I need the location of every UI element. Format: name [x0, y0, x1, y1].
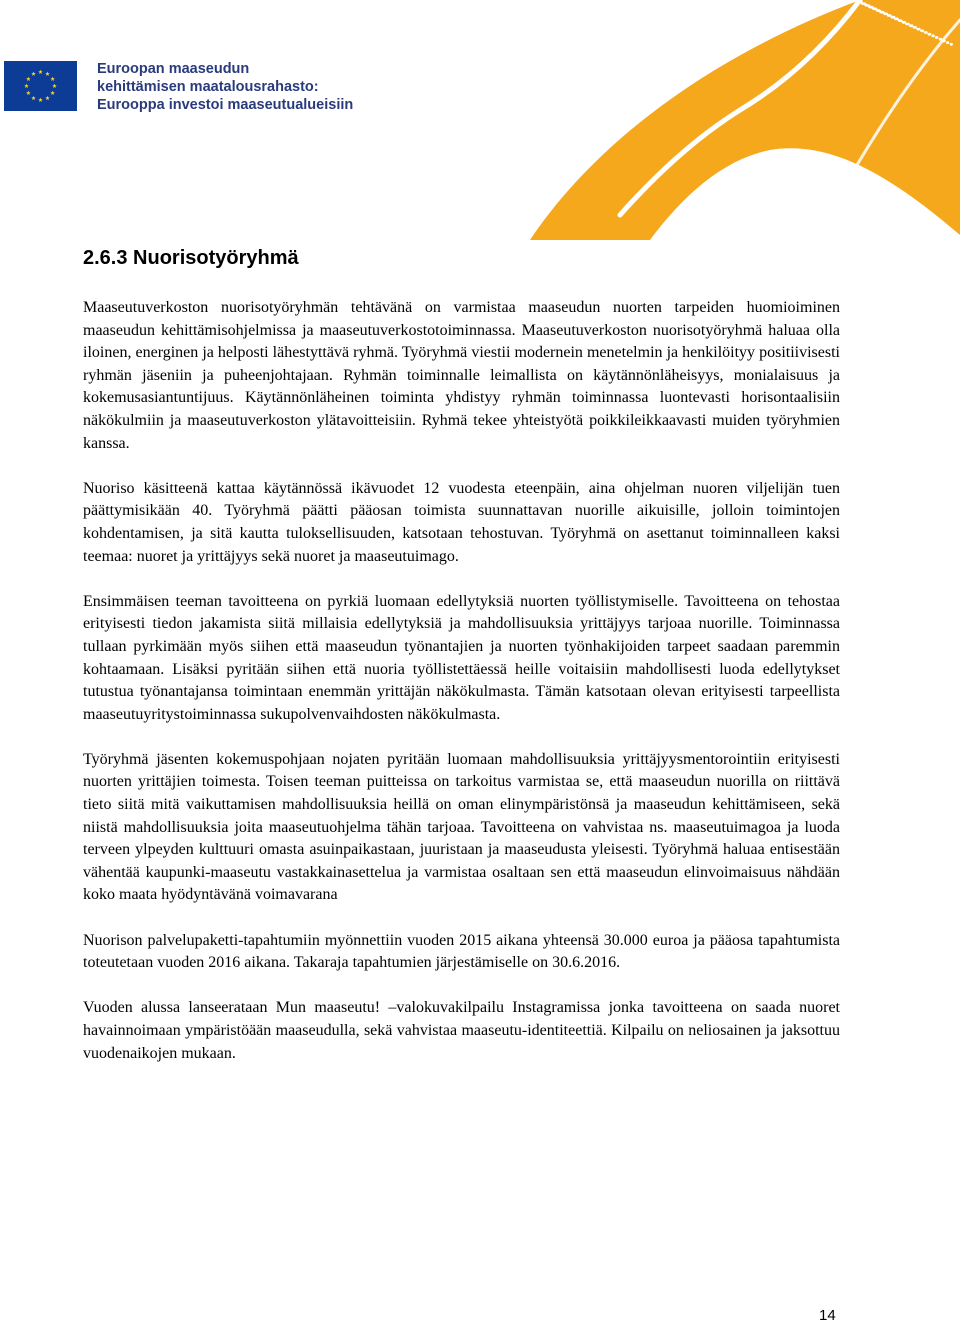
funding-line: Eurooppa investoi maaseutualueisiin [97, 97, 354, 113]
wheat-grain-icon [939, 38, 942, 41]
wheat-grain-icon [928, 33, 932, 36]
paragraph: Ensimmäisen teeman tavoitteena on pyrkiä luomaan edellytyksiä nuorten työllistymiselle. Tavoitteena on tehostaa erityisesti tiedon jakamista siitä millaisia edellytyksiä ja mahdollisuuksia yrittäjyys tarjoaa nuorille. Toiminnassa tullaan pyrkimään myös siihen että maaseudun työnantajien ja nuorten työnhakijoiden tarpeet saadaan paremmin kohtaamaan. Lisäksi pyritään siihen että nuoria työllistettäessä heille voitaisiin mahdollisesti luoda edellytykset tutustua työnantajansa toimintaan enemmän yrittäjän näkökulmasta. Tämän katsotaan olevan erityisesti tarpeellista maaseutuyritystoiminnassa sukupolvenvaihdosten näkökulmasta. [83, 592, 840, 723]
paragraph: Työryhmä jäsenten kokemuspohjaan nojaten pyritään luomaan mahdollisuuksia yrittäjyysmentorointiin erityisesti nuorten yrittäjien toimesta. Toisen teeman puitteissa on tarkoitus varmistaa se, että maaseudun nuorilla on riittävä tieto siitä mitä vaikuttamisen mahdollisuuksia heillä on oman elinympäristönsä ja maaseudun kehittämiseen, sekä niistä mahdollisuuksia joita maaseutuohjelma tähän tarjoaa. Tavoitteena on vahvistaa ns. maaseutuimagoa ja luoda terveen ylpeyden kulttuuri omasta asuinpaikastaan, juuristaan ja maaseudusta yleisesti. Työryhmä haluaa entisestään vähentää kaupunki-maaseutu vastakkainasettelua ja varmistaa osaltaan sen että maaseudun elinvoimaisuus nähdään koko maata hyödyntävänä voimavarana [83, 750, 840, 904]
body-text [83, 297, 840, 1088]
wheat-grain-icon [924, 31, 928, 34]
funding-header [97, 60, 353, 114]
wheat-grain-icon [935, 36, 939, 39]
wheat-grain-icon [916, 28, 920, 31]
page-number: 14 [819, 1307, 836, 1324]
wheat-grain-icon [909, 24, 913, 27]
eu-flag-icon [4, 61, 77, 111]
wheat-grain-icon [931, 34, 935, 37]
wheat-grain-icon [946, 41, 949, 44]
wheat-grain-icon [920, 29, 924, 32]
section-title: 2.6.3 Nuorisotyöryhmä [83, 247, 299, 269]
wheat-grain-icon [905, 23, 910, 26]
paragraph: Maaseutuverkoston nuorisotyöryhmän tehtävänä on varmistaa maaseudun nuorten tarpeiden huomioiminen maaseudun kehittämisohjelmissa ja maaseutuverkostotoiminnassa. Maaseutuverkoston nuorisotyöryhmä haluaa olla iloinen, energinen ja helposti lähestyttävä ryhmä. Työryhmä viestii modernein menetelmin ja henkilöityy positiivisesti ryhmän jäseniin ja puheenjohtajaan. Ryhmän toiminnalle leimallista on käytännönläheisyys, monialaisuus ja kokemusasiantuntijuus. Käytännönläheinen toiminta yhdistyy ryhmän toiminnassa luontevasti horisontaalisiin näkökulmiin ja maaseutuverkoston ylätavoitteisiin. Ryhmä tekee yhteistyötä poikkileikkaavasti muiden työryhmien kanssa. [83, 299, 840, 452]
paragraph: Nuoriso käsitteenä kattaa käytännössä ikävuodet 12 vuodesta eteenpäin, aina ohjelman nuoren viljelijän tuen päättymisikään 40. Työryhmä päätti pääosan toimista suunnattavan nuorille aikuisille, jolloin toimintojen kohdentamisen, ja sitä kautta tuloksellisuuden, katsotaan tehostuvan. Työryhmä on asettanut toiminnalleen kaksi teemaa: nuoret ja yrittäjyys sekä nuoret ja maaseutuimago. [83, 479, 840, 565]
paragraph: Nuorison palvelupaketti-tapahtumiin myönnettiin vuoden 2015 aikana yhteensä 30.000 euroa ja pääosa tapahtumista toteutetaan vuoden 2016 aikana. Takaraja tapahtumien järjestämiselle on 30.6.2016. [83, 931, 840, 972]
wheat-grain-icon [950, 43, 953, 46]
funding-line: kehittämisen maatalousrahasto: [97, 79, 319, 95]
paragraph: Vuoden alussa lanseerataan Mun maaseutu! –valokuvakilpailu Instagramissa jonka tavoitteena on saada nuoret havainnoimaan ympäristöään maaseudulla, sekä vahvistaa maaseutu-identiteettiä. Kilpailu on neliosainen ja jaksottuu vuodenaikojen mukaan. [83, 999, 840, 1062]
wheat-ear-logo-icon [530, 0, 960, 240]
wheat-grain-icon [902, 21, 907, 24]
wheat-grain-icon [942, 40, 945, 43]
wheat-grain-icon [913, 26, 917, 29]
funding-line: Euroopan maaseudun [97, 61, 250, 77]
